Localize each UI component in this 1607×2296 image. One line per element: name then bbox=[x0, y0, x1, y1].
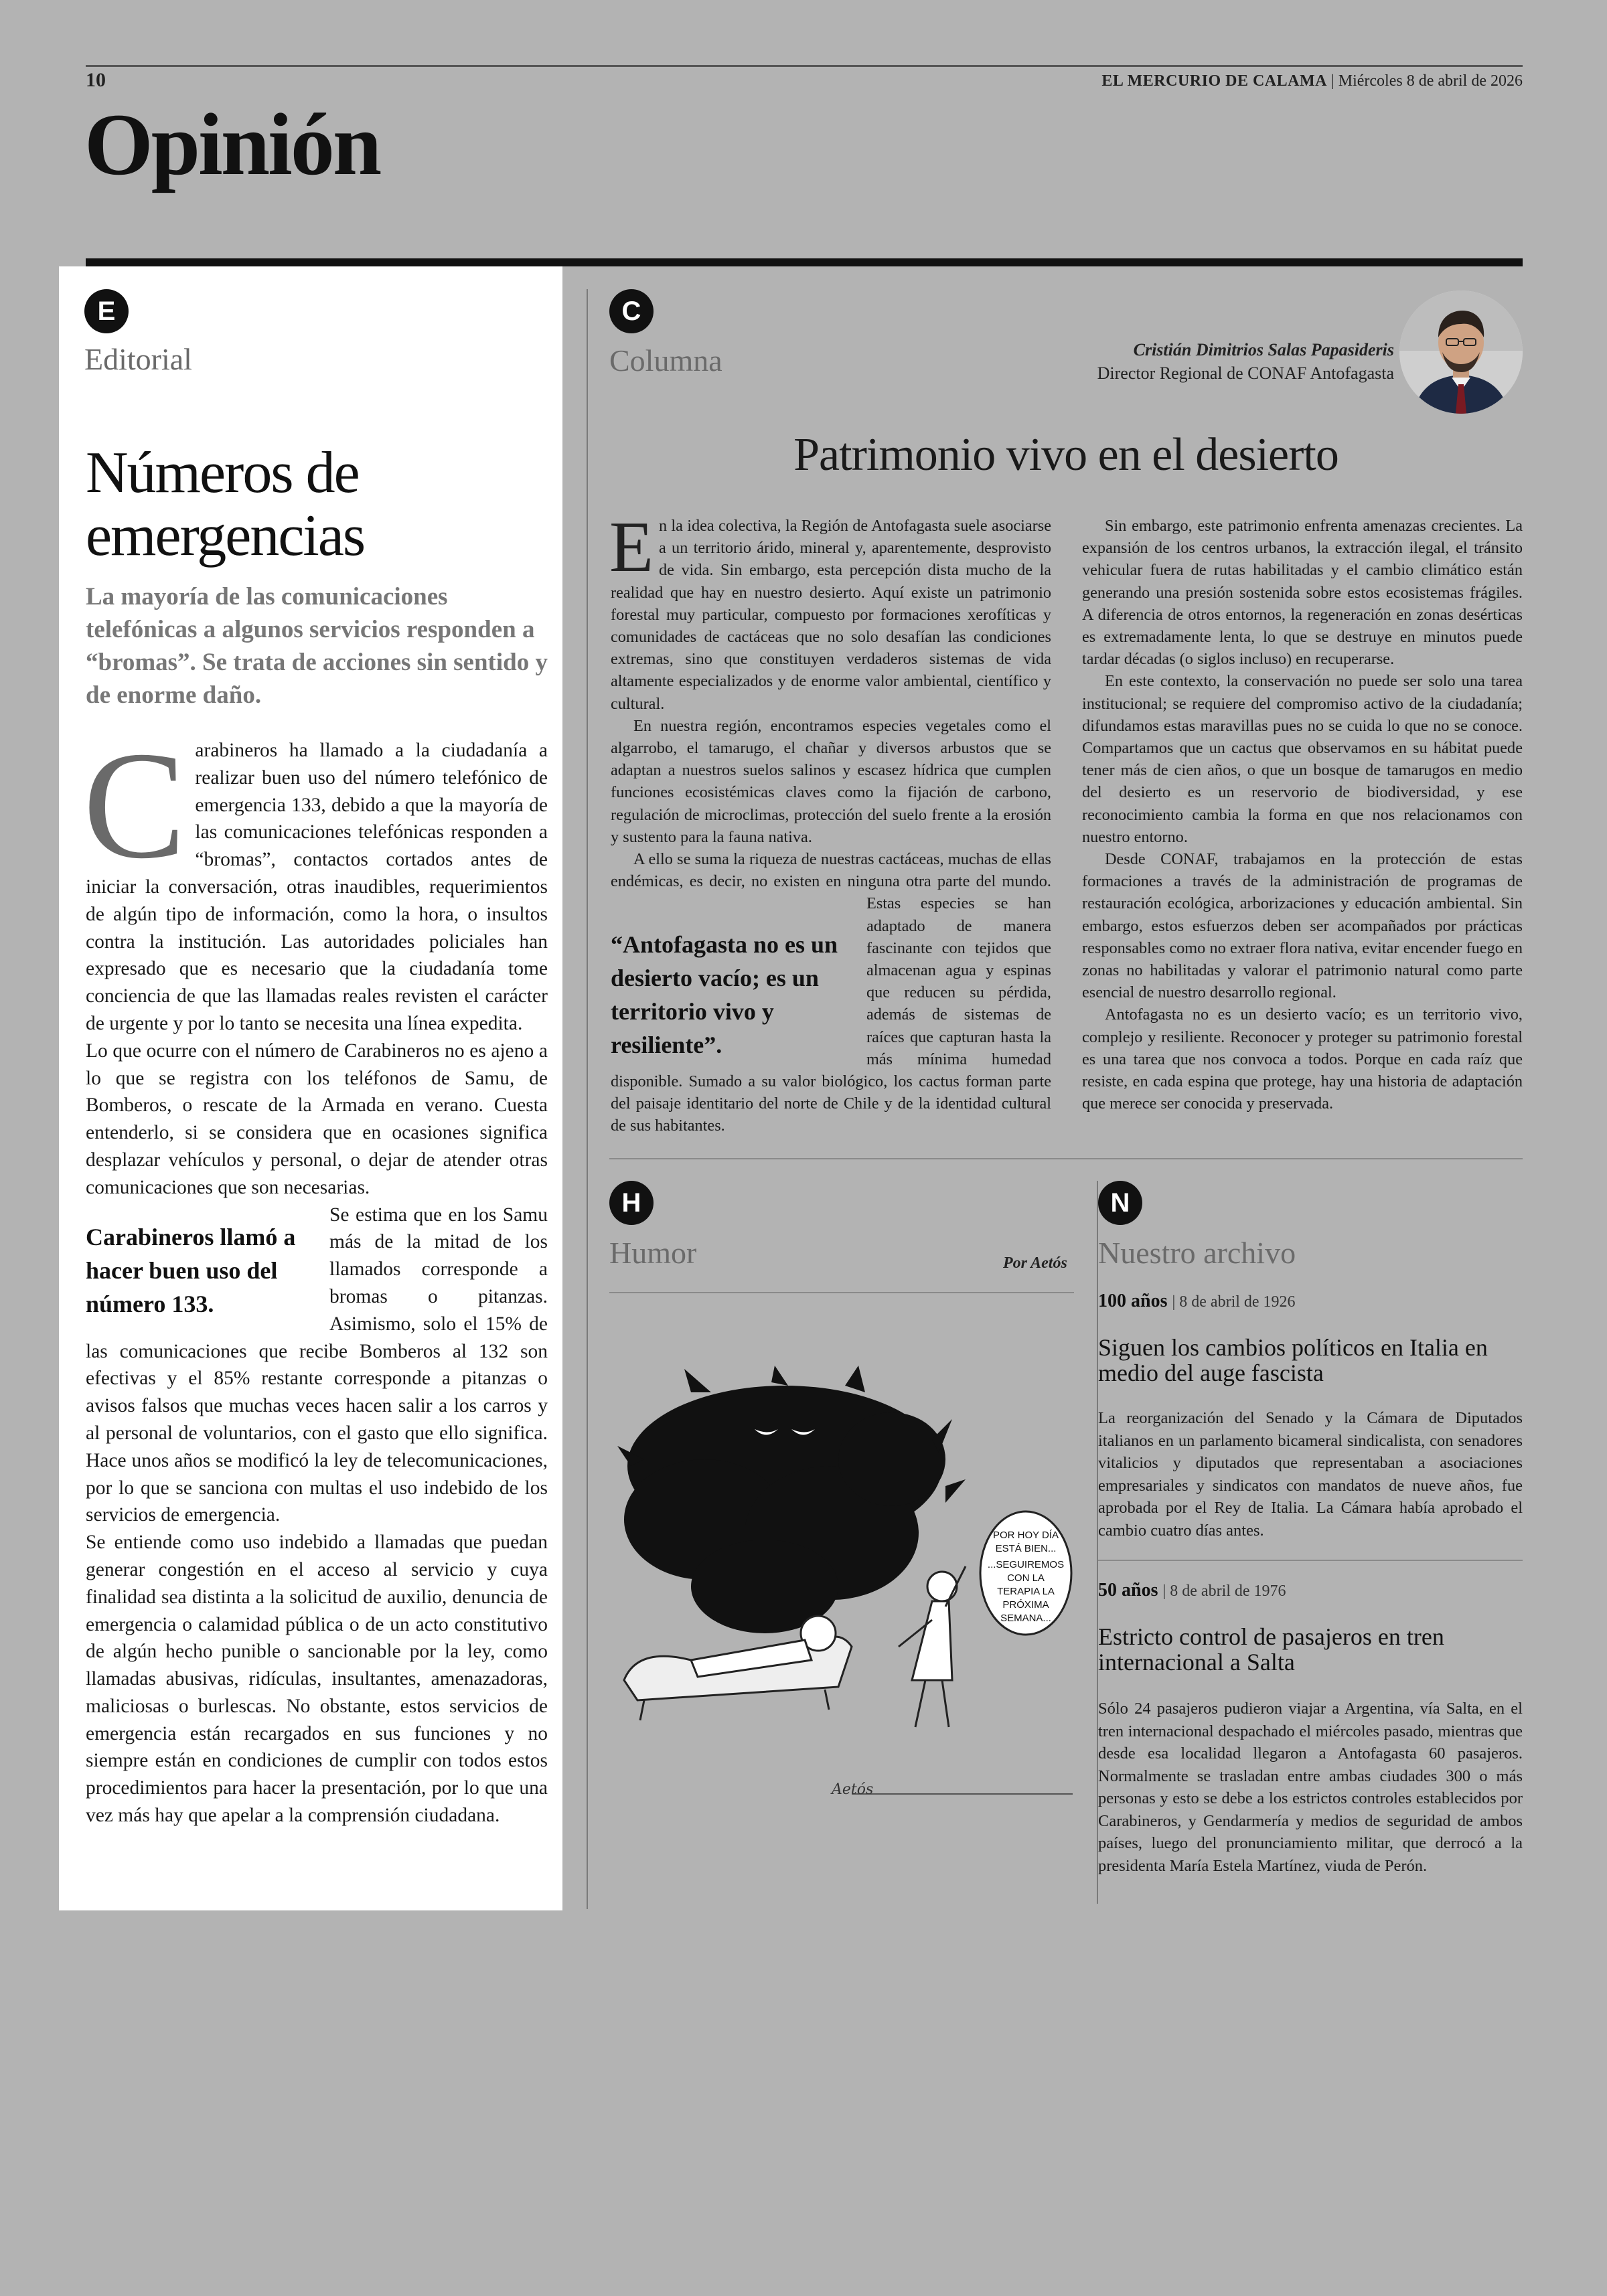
editorial-headline: Números de emergencias bbox=[86, 440, 365, 568]
author-portrait bbox=[1399, 291, 1523, 414]
masthead-separator: | bbox=[1330, 72, 1334, 90]
section-title: Opinión bbox=[84, 95, 380, 193]
editorial-dropcap: C bbox=[83, 720, 186, 890]
therapist bbox=[899, 1566, 966, 1727]
cartoon-drawing bbox=[611, 1366, 1073, 1807]
archive-item-title: Estricto control de pasajeros en tren internacional a Salta bbox=[1098, 1623, 1444, 1675]
column-bottom-rule bbox=[609, 1158, 1523, 1159]
humor-kicker: Humor bbox=[609, 1236, 697, 1270]
archive-years-label: 50 años bbox=[1098, 1580, 1158, 1601]
speech-line: PRÓXIMA bbox=[1002, 1599, 1049, 1611]
editorial-paragraph: arabineros ha llamado a la ciudadanía a realizar buen uso del número telefónico de emergencia 133, debido a que la mayoría de las comunicaciones telefónicas responden a “bromas”, contactos cortados antes de iniciar la conversación, otras inaudibles, requerimientos de algún tipo de información, como la hora, o insultos contra la institución. Las autoridades policiales han expresado que es necesario que la ciudadanía tome conciencia de que las llamadas reales revisten el carácter de urgente y por lo tanto se necesita una línea expedita. bbox=[86, 740, 548, 1034]
editorial-pull-quote: Carabineros llamó a hacer buen uso del número 133. bbox=[86, 1223, 296, 1317]
editorial-kicker: Editorial bbox=[84, 342, 192, 376]
archive-date: | 8 de abril de 1976 bbox=[1162, 1582, 1286, 1600]
archive-item-title: Siguen los cambios políticos en Italia en medio del auge fascista bbox=[1098, 1334, 1488, 1386]
archive-years-label: 100 años bbox=[1098, 1291, 1168, 1311]
top-rule bbox=[86, 65, 1523, 67]
shadow-monster bbox=[617, 1366, 966, 1633]
cartoon-signature: Aetós bbox=[832, 1781, 874, 1798]
masthead bbox=[1101, 72, 1523, 90]
column-paragraph: n la idea colectiva, la Región de Antofagasta suele asociarse a un territorio árido, mineral y, aparentemente, desprovisto de vida. Sin embargo, esta percepción dista mucho de la realidad que hay en nuestro desierto. Aquí existe un patrimonio forestal muy particular, compuesto por formaciones xerofíticas y comunidades de cactáceas que no solo desafían las condiciones extremas, sino que constituyen verdaderos sistemas de vida altamente especializados y de enorme valor ambiental, científico y cultural. bbox=[611, 517, 1051, 713]
archive-date: | 8 de abril de 1926 bbox=[1172, 1293, 1296, 1311]
speech-line: CON LA bbox=[1007, 1572, 1045, 1584]
page-number: 10 bbox=[86, 69, 106, 91]
column-dropcap: E bbox=[609, 507, 654, 587]
humor-byline: Por Aetós bbox=[1003, 1254, 1067, 1272]
author-avatar bbox=[1399, 291, 1523, 414]
column-title: Patrimonio vivo en el desierto bbox=[793, 429, 1338, 481]
column-badge: C bbox=[609, 289, 654, 333]
editorial-paragraph: Se estima que en los Samu más de la mitad de los llamados corresponde a bromas o pitanzas. Asimismo, solo el 15% de las comunicaciones que recibe Bomberos al 132 son efectivas y el 85% restante corresponde a pitanzas o avisos falsos que muchas veces hacen salir a los carros y al personal de voluntarios, con el gasto que ello significa. Hace unos años se modificó la ley de telecomunicaciones, por lo que se sanciona con multas el uso indebido de los servicios de emergencia. bbox=[86, 1204, 548, 1526]
archive-item-text: La reorganización del Senado y la Cámara de Diputados italianos en un parlamento bicameral sindicalista, con senadores vitalicios y diputados que representaban a asociaciones empresariales y sindicatos con mandatos de nueve años, fue aprobada por el Rey de Italia. La Cámara había aprobado el cambio cuatro días antes. bbox=[1098, 1409, 1523, 1540]
archive-rule bbox=[1098, 1560, 1523, 1561]
editorial-body bbox=[83, 720, 548, 1888]
column-paragraph: En este contexto, la conservación no puede ser solo una tarea institucional; se requiere del compromiso activo de la ciudadanía; difundamos estas maravillas pues no se cuida lo que no se conoce. Compartamos que un cactus que observamos en su hábitat puede tener más de cien años, o que un bosque de tamarugos en medio del desierto es un reservorio de biodiversidad, y ese reconocimiento cambia la forma en que nos relacionamos con nuestro entorno. bbox=[1082, 672, 1523, 846]
column-body-left bbox=[609, 507, 1051, 1151]
section-rule bbox=[86, 258, 1523, 266]
column-divider bbox=[587, 289, 588, 1909]
column-author-role: Director Regional de CONAF Antofagasta bbox=[1097, 363, 1394, 383]
column-paragraph: Sin embargo, este patrimonio enfrenta amenazas crecientes. La expansión de los centros urbanos, la extracción ilegal, el tránsito vehicular fuera de rutas habilitadas y el cambio climático están generando una presión sostenida sobre estos ecosistemas frágiles. A diferencia de otros entornos, la regeneración en zonas desérticas es extremadamente lenta, lo que se destruye en minutos puede tardar décadas (o siglos incluso) en recuperarse. bbox=[1082, 517, 1523, 669]
speech-line: TERAPIA LA bbox=[997, 1586, 1055, 1597]
editorial-paragraph: Se entiende como uso indebido a llamadas que puedan generar congestión en el acceso al servicio y cuya finalidad sea distinta a la solicitud de auxilio, denuncia de emergencia o calamidad pública o de un acto constitutivo de algún hecho punible o sancionable por la ley, como llamadas abusivas, ridículas, insultantes, amenazadoras, maliciosas o burlescas. No obstante, estos servicios de emergencia están recargados en sus funciones y no siempre están en condiciones de cumplir con todos estos procedimientos para hacer la presentación, por lo que una vez más hay que apelar a la comprensión ciudadana. bbox=[86, 1532, 548, 1827]
archive-item-text: Sólo 24 pasajeros pudieron viajar a Argentina, vía Salta, en el tren internacional despachado el miércoles pasado, mientras que desde esa localidad llegaron a Antofagasta 60 pasajeros. Normalmente se trasladan entre ambas ciudades 300 o más personas y esto se debe a los estrictos controles establecidos por Carabineros, y Gendarmería y medios de seguridad de ambos países, luego del pronunciamiento militar, que derrocó a la presidenta María Estela Martínez, viuda de Perón. bbox=[1098, 1700, 1523, 1875]
speech-line: SEMANA... bbox=[1000, 1613, 1051, 1624]
editorial-deck: La mayoría de las comunicaciones telefónicas a algunos servicios responden a “bromas”. Se trata de acciones sin sentido y de enorme daño. bbox=[86, 583, 548, 709]
archive-item-years bbox=[1098, 1580, 1286, 1601]
humor-badge: H bbox=[609, 1181, 654, 1225]
column-paragraph: En nuestra región, encontramos especies vegetales como el algarrobo, el tamarugo, el chañar y diversos arbustos que se adaptan a nuestros suelos salinos y escasez hídrica que cumplen funciones ecosistémicas claves como la fijación de carbono, regulación de microclimas, protección del suelo frente a la erosión y sustento para la fauna nativa. bbox=[611, 716, 1051, 846]
speech-line: ...SEGUIREMOS bbox=[987, 1559, 1065, 1570]
column-kicker: Columna bbox=[609, 343, 722, 378]
column-pull-quote: “Antofagasta no es un desierto vacío; es un territorio vivo y resiliente”. bbox=[611, 930, 838, 1058]
speech-line: POR HOY DÍA bbox=[992, 1530, 1059, 1541]
column-paragraph: Antofagasta no es un desierto vacío; es un territorio vivo, complejo y resiliente. Reconocer y proteger su patrimonio forestal es una tarea que nos convoca a todos. Porque en cada raíz que resiste, en cada espina que protege, hay una historia de adaptación que merece ser conocida y preservada. bbox=[1082, 1005, 1523, 1113]
archive-badge: N bbox=[1098, 1181, 1142, 1225]
editorial-paragraph: Lo que ocurre con el número de Carabineros no es ajeno a lo que se registra con los teléfonos de Samu, de Bomberos, o rescate de la Armada en verano. Cuesta entenderlo, si se considera que en ocasiones significa desplazar vehículos y personal, o dejar de atender otras comunicaciones que son necesarias. bbox=[86, 1040, 548, 1198]
humor-rule bbox=[609, 1292, 1074, 1293]
archive-item-years bbox=[1098, 1291, 1296, 1312]
humor-cartoon bbox=[611, 1366, 1073, 1807]
publication-name: EL MERCURIO DE CALAMA bbox=[1101, 72, 1327, 90]
speech-line: ESTÁ BIEN... bbox=[995, 1543, 1057, 1554]
column-paragraph: Desde CONAF, trabajamos en la protección de estas formaciones a través de la administración de programas de restauración ecológica, arborizaciones y educación ambiental. Sin embargo, estos esfuerzos deben ser acompañados por prácticas responsables como no extraer flora nativa, evitar encender fuego en zonas no habilitadas y valorar el patrimonio natural como parte esencial de nuestro desarrollo regional. bbox=[1082, 850, 1523, 1002]
column-body-right bbox=[1082, 515, 1523, 1151]
editorial-badge: E bbox=[84, 289, 129, 333]
column-author: Cristián Dimitrios Salas Papasideris bbox=[1133, 340, 1394, 359]
archive-kicker: Nuestro archivo bbox=[1098, 1236, 1296, 1270]
column-paragraph: A ello se suma la riqueza de nuestras cactáceas, muchas de ellas endémicas, es decir, no existen en ninguna otra parte del mundo. Estas especies se han adaptado de manera fascinante con tejidos que almacenan agua y espinas que reducen su pérdida, además de sistemas de raíces que capturan hasta la más mínima humedad disponible. Sumado a su valor biológico, los cactus forman parte del paisaje identitario del norte de Chile y de la identidad cultural de sus habitantes. bbox=[611, 850, 1051, 1135]
issue-date: Miércoles 8 de abril de 2026 bbox=[1338, 72, 1523, 90]
